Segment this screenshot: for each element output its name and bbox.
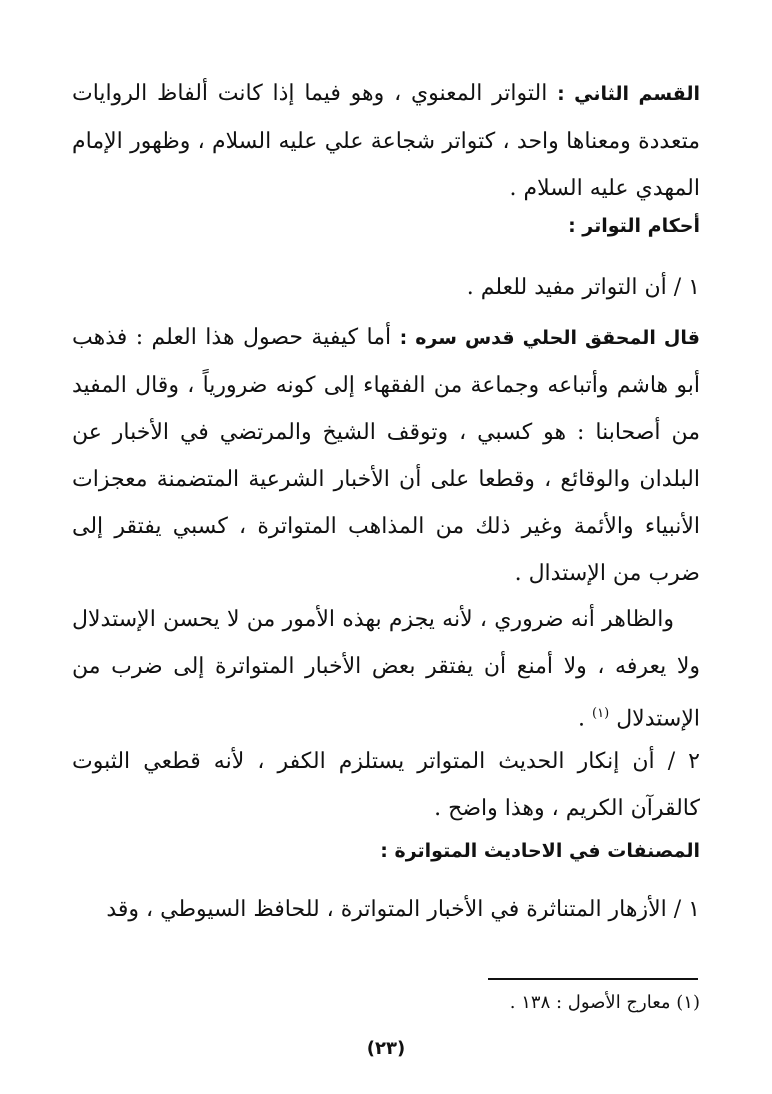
footnote-reference[interactable]: (١) bbox=[592, 706, 610, 721]
paragraph-rule-one: ١ / أن التواتر مفيد للعلم . bbox=[466, 275, 700, 300]
heading-compilations: المصنفات في الاحاديث المتواترة : bbox=[380, 840, 700, 862]
paragraph-text: أما كيفية حصول هذا العلم : فذهب أبو هاشم وأتباعه وجماعة من الفقهاء إلى كونه ضرورياً ، وقال المفيد من أصحابنا : هو كسبي ، وتوقف الشيخ والمرتضي في الأخبار عن البلدان والوقائع ، وقطعا على أن الأخبار الشرعية المتضمنة معجزات الأنبياء والأئمة وغير ذلك من المذاهب المتواترة ، كسبي يفتقر إلى ضرب من الإستدال . bbox=[72, 325, 700, 586]
footnote-text: (١) معارج الأصول : ١٣٨ . bbox=[509, 992, 700, 1013]
paragraph-muhaqqiq-quote bbox=[72, 314, 700, 597]
page-number: (٢٣) bbox=[366, 1038, 406, 1059]
quote-attribution: قال المحقق الحلي قدس سره : bbox=[399, 327, 700, 349]
paragraph-text: والظاهر أنه ضروري ، لأنه يجزم بهذه الأمور من لا يحسن الإستدلال ولا يعرفه ، ولا أمنع أن يفتقر بعض الأخبار المتواترة إلى ضرب من الإستدلال bbox=[72, 607, 700, 732]
paragraph-text: التواتر المعنوي ، وهو فيما إذا كانت ألفاظ الروايات متعددة ومعناها واحد ، كتواتر شجاعة علي عليه السلام ، وظهور الإمام المهدي عليه السلام . bbox=[72, 81, 700, 201]
paragraph-compilation-one: ١ / الأزهار المتناثرة في الأخبار المتواترة ، للحافظ السيوطي ، وقد bbox=[106, 897, 700, 922]
paragraph-rule-two: ٢ / أن إنكار الحديث المتواتر يستلزم الكفر ، لأنه قطعي الثبوت كالقرآن الكريم ، وهذا واضح . bbox=[72, 749, 700, 821]
section-label-second-part: القسم الثاني : bbox=[557, 83, 701, 105]
paragraph-zahir bbox=[72, 596, 700, 742]
footnote-divider bbox=[488, 978, 698, 980]
paragraph-ma-nawi-tawatur bbox=[72, 70, 700, 212]
heading-tawatur-rulings: أحكام التواتر : bbox=[568, 215, 700, 237]
paragraph-end: . bbox=[578, 706, 593, 732]
